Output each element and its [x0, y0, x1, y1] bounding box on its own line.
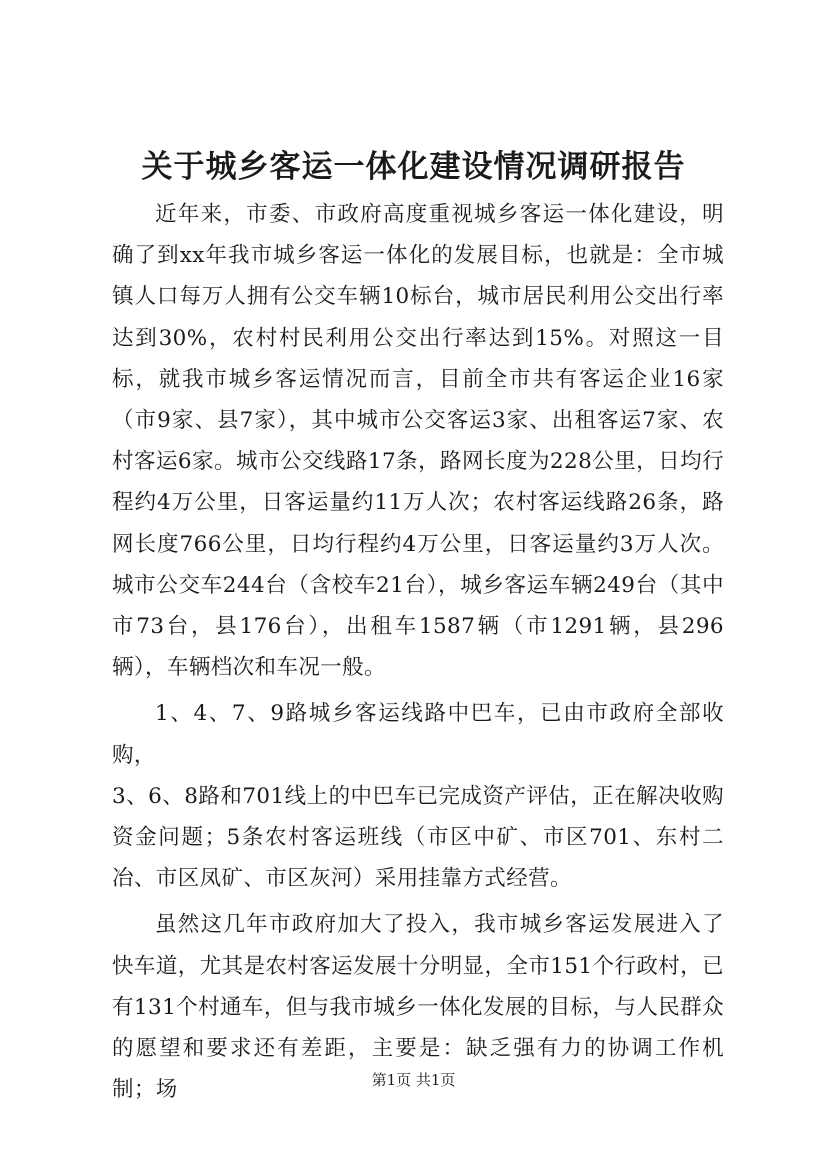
- document-title: 关于城乡客运一体化建设情况调研报告: [141, 149, 686, 185]
- page-footer: 第1页 共1页: [371, 1071, 456, 1089]
- paragraph-overview: 近年来，市委、市政府高度重视城乡客运一体化建设，明确了到xx年我市城乡客运一体化的发展目标，也就是：全市城镇人口每万人拥有公交车辆10标台，城市居民利用公交出行率达到30%，农村村民利用公交出行率达到15%。对照这一目标，就我市城乡客运情况而言，目前全市共有客运企业16家（市9家、县7家），其中城市公交客运3家、出租客运7家、农村客运6家。城市公交线路17条，路网长度为228公里，日均行程约4万公里，日客运量约11万人次；农村客运线路26条，路网长度766公里，日均行程约4万公里，日客运量约3万人次。城市公交车244台（含校车21台），城乡客运车辆249台（其中市73台，县176台），出租车1587辆（市1291辆，县296辆），车辆档次和车况一般。: [112, 202, 724, 681]
- paragraph-routes-purchased: 1、4、7、9路城乡客运线路中巴车，已由市政府全部收购，: [112, 701, 724, 768]
- paragraph-routes-assessment: 3、6、8路和701线上的中巴车已完成资产评估，正在解决收购资金问题；5条农村客运班线（市区中矿、市区701、东村二冶、市区凤矿、市区灰河）采用挂靠方式经营。: [112, 783, 724, 892]
- document-body: [112, 194, 724, 1110]
- paragraph-problems: 虽然这几年市政府加大了投入，我市城乡客运发展进入了快车道，尤其是农村客运发展十分明显，全市151个行政村，已有131个村通车，但与我市城乡一体化发展的目标，与人民群众的愿望和要求还有差距，主要是：缺乏强有力的协调工作机制；场: [112, 912, 724, 1103]
